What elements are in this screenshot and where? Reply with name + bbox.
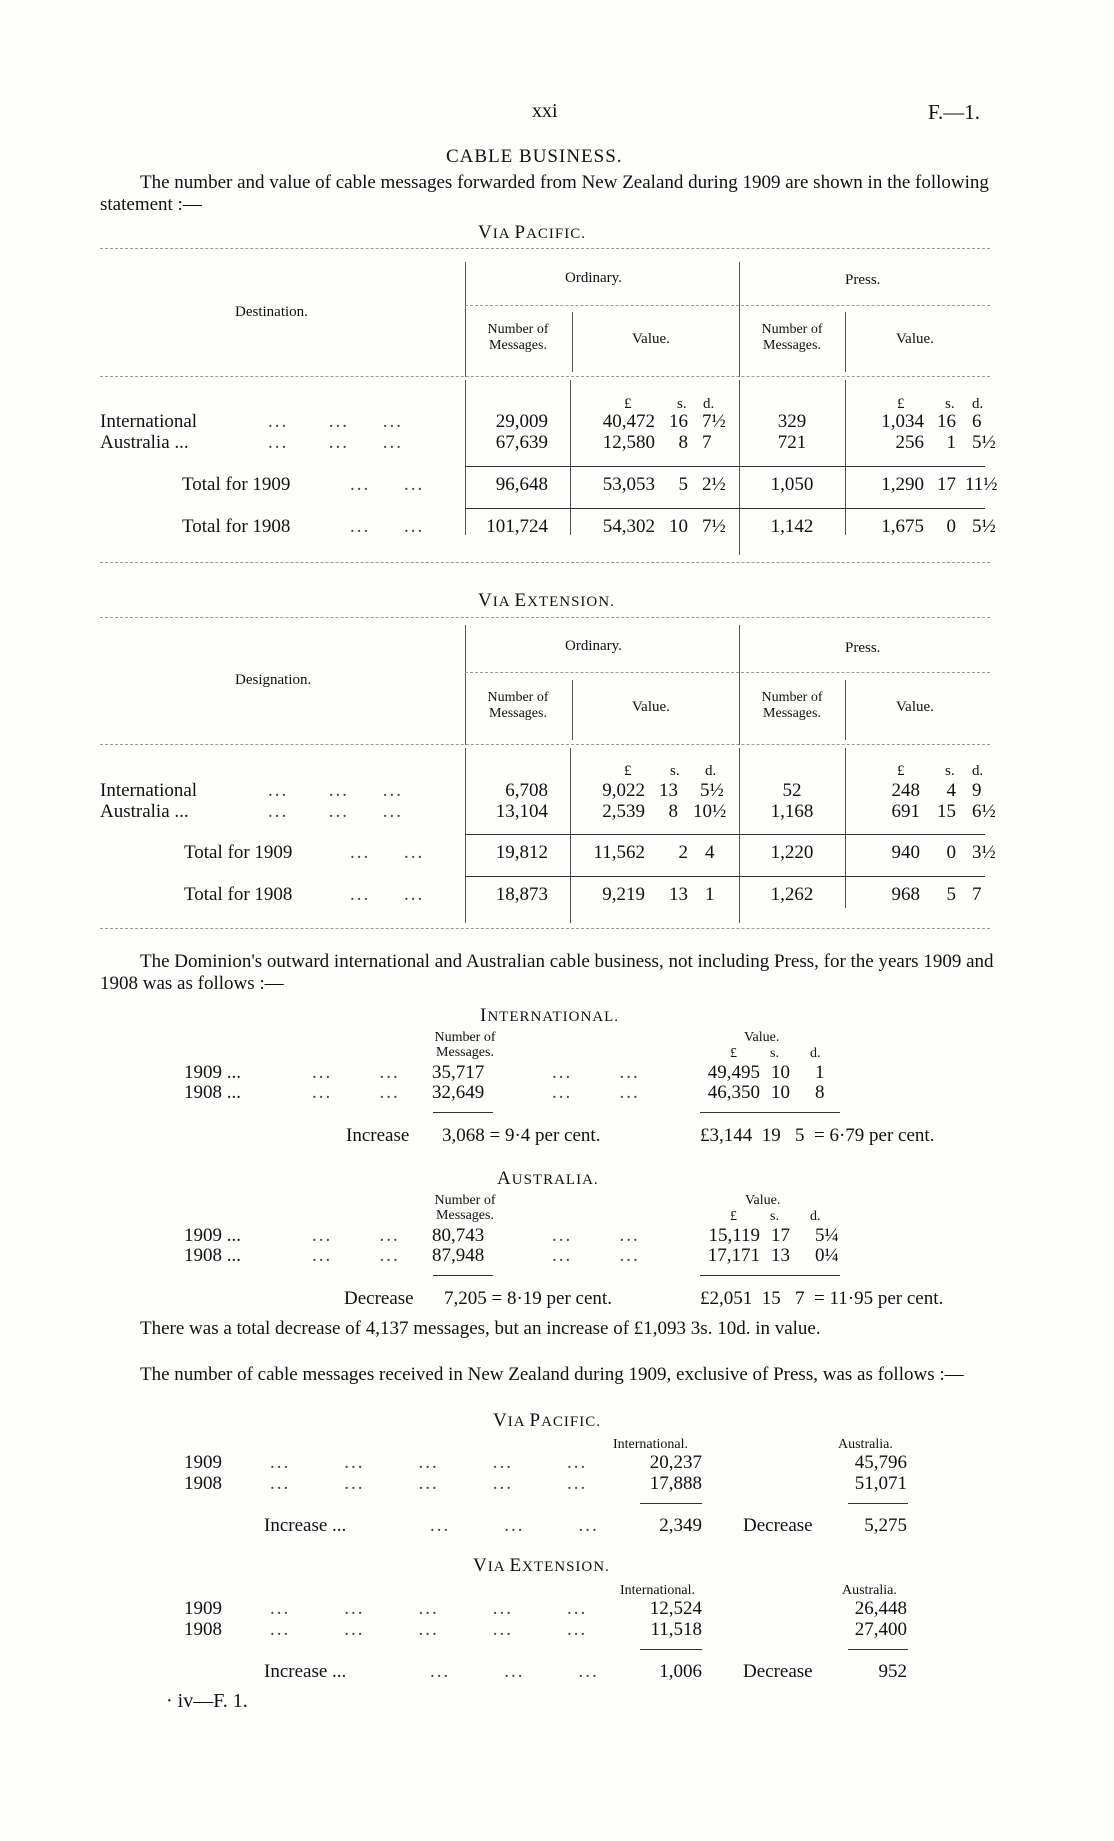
extension-col-ordinary: Ordinary. — [565, 638, 622, 654]
ord-l: 12,580 — [602, 432, 655, 453]
recv-pacific-col-aus: Australia. — [838, 1437, 893, 1452]
press-l: 1,675 — [881, 516, 924, 537]
pacific-press-unit-l: £ — [897, 396, 905, 412]
extension-press-unit-s: s. — [945, 763, 955, 779]
year: 1908 — [184, 1619, 222, 1640]
value-d: 1 — [815, 1062, 825, 1083]
value-l: 15,119 — [708, 1225, 760, 1246]
ord-d: 5½ — [700, 780, 724, 801]
year: 1908 ... — [184, 1245, 241, 1266]
pacific-unit-d: d. — [703, 396, 715, 412]
press-d: 6½ — [972, 801, 996, 822]
press-s: 15 — [937, 801, 956, 822]
row-label: Australia ... — [100, 432, 189, 453]
aus: 45,796 — [854, 1452, 907, 1473]
press-d: 6 — [972, 411, 982, 432]
row-label: Total for 1908 — [182, 516, 291, 537]
value-d: 5¼ — [815, 1225, 839, 1246]
aus-col-num: Number of Messages. — [434, 1193, 496, 1223]
press-l: 256 — [895, 432, 924, 453]
ord-s: 13 — [669, 884, 688, 905]
row-label: Total for 1908 — [184, 884, 293, 905]
aus: 26,448 — [854, 1598, 907, 1619]
press-l: 968 — [891, 884, 920, 905]
press-d: 11½ — [965, 474, 998, 495]
australia-title: AUSTRALIA. — [497, 1168, 599, 1189]
international-title: INTERNATIONAL. — [480, 1005, 620, 1026]
recv-extension-aus-change: 952 — [878, 1661, 907, 1682]
page-number: xxi — [532, 100, 558, 122]
ord-l: 2,539 — [602, 801, 645, 822]
footer-signature: · iv—F. 1. — [166, 1690, 248, 1712]
msgs: 35,717 — [432, 1062, 485, 1083]
year: 1908 ... — [184, 1082, 241, 1103]
row-label: Australia ... — [100, 801, 189, 822]
value-l: 49,495 — [707, 1062, 760, 1083]
extension-col-press-num: Number of Messages. — [761, 690, 823, 721]
ord-num: 19,812 — [495, 842, 548, 863]
year: 1909 ... — [184, 1225, 241, 1246]
total-decrease-paragraph: There was a total decrease of 4,137 messages, but an increase of £1,093 3s. 10d. in value. — [140, 1318, 821, 1339]
document-reference: F.—1. — [928, 100, 980, 124]
intl-col-value: Value. — [744, 1030, 780, 1045]
ord-l: 9,022 — [602, 780, 645, 801]
pacific-press-unit-s: s. — [945, 396, 955, 412]
extension-col-press: Press. — [845, 640, 881, 656]
recv-pacific-intl-change-label: Increase ... — [264, 1515, 347, 1536]
ord-d: 7½ — [702, 411, 726, 432]
intl: 12,524 — [649, 1598, 702, 1619]
press-d: 9 — [972, 780, 982, 801]
recv-pacific-aus-change: 5,275 — [864, 1515, 907, 1536]
pacific-col-ord-value: Value. — [632, 331, 670, 347]
extension-col-designation: Designation. — [235, 672, 312, 688]
msgs: 87,948 — [432, 1245, 485, 1266]
value-s: 10 — [771, 1082, 790, 1103]
press-l: 1,290 — [881, 474, 924, 495]
ord-l: 9,219 — [602, 884, 645, 905]
press-s: 0 — [946, 516, 956, 537]
press-num: 721 — [777, 432, 807, 453]
aus: 27,400 — [854, 1619, 907, 1640]
value-s: 13 — [771, 1245, 790, 1266]
pacific-col-press: Press. — [845, 272, 881, 288]
press-s: 1 — [946, 432, 956, 453]
msgs: 80,743 — [432, 1225, 485, 1246]
press-num: 1,262 — [770, 884, 814, 905]
press-num: 1,220 — [770, 842, 814, 863]
recv-pacific-intl-change: 2,349 — [659, 1515, 702, 1536]
ord-l: 54,302 — [602, 516, 655, 537]
pacific-col-ord-num: Number of Messages. — [487, 322, 549, 353]
value-l: 17,171 — [707, 1245, 760, 1266]
press-s: 4 — [946, 780, 956, 801]
value-s: 10 — [771, 1062, 790, 1083]
extension-press-unit-d: d. — [972, 763, 984, 779]
aus-unit-l: £ — [730, 1209, 737, 1224]
ord-d: 1 — [705, 884, 715, 905]
page-title: CABLE BUSINESS. — [446, 146, 623, 167]
ord-l: 40,472 — [602, 411, 655, 432]
press-l: 691 — [891, 801, 920, 822]
extension-table-title: VIA EXTENSION. — [478, 590, 615, 611]
press-s: 17 — [937, 474, 956, 495]
extension-unit-l: £ — [624, 763, 632, 779]
value-l: 46,350 — [707, 1082, 760, 1103]
press-num: 52 — [782, 780, 802, 801]
extension-press-unit-l: £ — [897, 763, 905, 779]
aus: 51,071 — [854, 1473, 907, 1494]
extension-unit-d: d. — [705, 763, 717, 779]
press-l: 940 — [891, 842, 920, 863]
intl-change-label: Increase — [346, 1125, 410, 1146]
ord-s: 10 — [669, 516, 688, 537]
intl-change-msgs: 3,068 = 9·4 per cent. — [442, 1125, 601, 1146]
press-d: 5½ — [972, 432, 996, 453]
year: 1908 — [184, 1473, 222, 1494]
extension-unit-s: s. — [670, 763, 680, 779]
ord-num: 29,009 — [495, 411, 548, 432]
intl-unit-d: d. — [810, 1046, 821, 1061]
row-label: Total for 1909 — [184, 842, 293, 863]
outward-paragraph: The Dominion's outward international and Australian cable business, not including Press, for the years 1909 and 1908 was as follows :— — [100, 951, 994, 994]
intl: 20,237 — [649, 1452, 702, 1473]
aus-change-value: £2,051 15 7 = 11·95 per cent. — [700, 1288, 944, 1309]
extension-col-ord-num: Number of Messages. — [487, 690, 549, 721]
recv-extension-aus-change-label: Decrease — [743, 1661, 813, 1682]
ord-s: 5 — [678, 474, 688, 495]
press-d: 3½ — [972, 842, 996, 863]
year: 1909 ... — [184, 1062, 241, 1083]
ord-num: 18,873 — [495, 884, 548, 905]
ord-l: 53,053 — [602, 474, 655, 495]
recv-pacific-aus-change-label: Decrease — [743, 1515, 813, 1536]
ord-s: 13 — [659, 780, 678, 801]
pacific-col-ordinary: Ordinary. — [565, 270, 622, 286]
intl-change-value: £3,144 19 5 = 6·79 per cent. — [700, 1125, 935, 1146]
press-num: 1,050 — [770, 474, 814, 495]
aus-unit-s: s. — [770, 1209, 779, 1224]
ord-s: 16 — [669, 411, 688, 432]
intl: 11,518 — [650, 1619, 702, 1640]
ord-s: 8 — [668, 801, 678, 822]
ord-l: 11,562 — [593, 842, 645, 863]
ord-d: 7½ — [702, 516, 726, 537]
ord-d: 4 — [705, 842, 715, 863]
value-s: 17 — [771, 1225, 790, 1246]
row-label: International — [100, 780, 198, 801]
press-num: 329 — [777, 411, 807, 432]
press-num: 1,168 — [770, 801, 814, 822]
recv-pacific-col-intl: International. — [613, 1437, 689, 1452]
aus-col-value: Value. — [745, 1193, 781, 1208]
pacific-col-press-num: Number of Messages. — [761, 322, 823, 353]
press-s: 0 — [946, 842, 956, 863]
intl: 17,888 — [649, 1473, 702, 1494]
press-num: 1,142 — [770, 516, 814, 537]
ord-s: 8 — [678, 432, 688, 453]
ord-s: 2 — [678, 842, 688, 863]
press-d: 7 — [972, 884, 982, 905]
ord-num: 13,104 — [495, 801, 548, 822]
recv-extension-title: VIA EXTENSION. — [473, 1555, 610, 1576]
recv-pacific-title: VIA PACIFIC. — [493, 1410, 601, 1431]
press-d: 5½ — [972, 516, 996, 537]
value-d: 0¼ — [815, 1245, 839, 1266]
pacific-unit-l: £ — [624, 396, 632, 412]
year: 1909 — [184, 1452, 222, 1473]
intro-paragraph: The number and value of cable messages forwarded from New Zealand during 1909 are shown in the following statement :— — [100, 172, 989, 215]
pacific-unit-s: s. — [677, 396, 687, 412]
ord-d: 2½ — [702, 474, 726, 495]
value-d: 8 — [815, 1082, 825, 1103]
extension-col-press-value: Value. — [896, 699, 934, 715]
msgs: 32,649 — [432, 1082, 485, 1103]
row-label: International — [100, 411, 198, 432]
pacific-press-unit-d: d. — [972, 396, 984, 412]
recv-extension-intl-change-label: Increase ... — [264, 1661, 347, 1682]
press-l: 248 — [891, 780, 920, 801]
pacific-col-destination: Destination. — [235, 304, 308, 320]
press-l: 1,034 — [881, 411, 924, 432]
ord-num: 6,708 — [505, 780, 548, 801]
pacific-table-title: VIA PACIFIC. — [478, 222, 586, 243]
row-label: Total for 1909 — [182, 474, 291, 495]
ord-num: 101,724 — [486, 516, 548, 537]
aus-unit-d: d. — [810, 1209, 821, 1224]
press-s: 5 — [946, 884, 956, 905]
intl-unit-l: £ — [730, 1046, 737, 1061]
year: 1909 — [184, 1598, 222, 1619]
pacific-col-press-value: Value. — [896, 331, 934, 347]
press-s: 16 — [937, 411, 956, 432]
extension-col-ord-value: Value. — [632, 699, 670, 715]
aus-change-label: Decrease — [344, 1288, 414, 1309]
recv-extension-col-intl: International. — [620, 1583, 696, 1598]
intl-col-num: Number of Messages. — [434, 1030, 496, 1060]
ord-num: 67,639 — [495, 432, 548, 453]
aus-change-msgs: 7,205 = 8·19 per cent. — [444, 1288, 612, 1309]
recv-extension-intl-change: 1,006 — [659, 1661, 702, 1682]
received-paragraph: The number of cable messages received in New Zealand during 1909, exclusive of Press, was as follows :— — [140, 1364, 964, 1385]
recv-extension-col-aus: Australia. — [842, 1583, 897, 1598]
ord-d: 7 — [702, 432, 712, 453]
ord-d: 10½ — [693, 801, 727, 822]
ord-num: 96,648 — [495, 474, 548, 495]
intl-unit-s: s. — [770, 1046, 779, 1061]
